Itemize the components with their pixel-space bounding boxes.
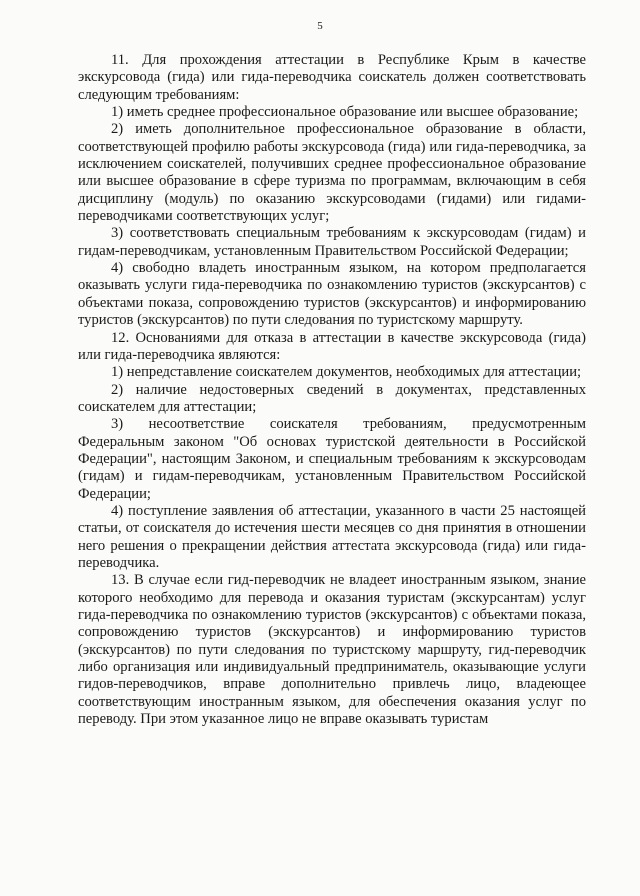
paragraph-11: 11. Для прохождения аттестации в Республике Крым в качестве экскурсовода (гида) или гида-переводчика соискатель должен соответствовать следующим требованиям:: [78, 52, 586, 103]
paragraph-11-item-3: 3) соответствовать специальным требованиям к экскурсоводам (гидам) и гидам-переводчикам, установленным Правительством Российской Федерации;: [78, 225, 586, 259]
paragraph-13: 13. В случае если гид-переводчик не владеет иностранным языком, знание которого необходимо для перевода и оказания туристам (экскурсантам) услуг гида-переводчика по ознакомлению туристов (экскурсантов) с объектами показа, сопровождению туристов (экскурсантов) и информированию туристов (экскурсантов) по пути следования по туристскому маршруту, гид-переводчик либо организация или индивидуальный предприниматель, оказывающие услуги гидов-переводчиков, вправе дополнительно привлечь лицо, владеющее соответствующим иностранным языком, для обеспечения оказания услуг по переводу. При этом указанное лицо не вправе оказывать туристам: [78, 572, 586, 728]
paragraph-12-item-1: 1) непредставление соискателем документов, необходимых для аттестации;: [111, 364, 582, 381]
document-body: [78, 52, 586, 728]
page-number: 5: [317, 20, 323, 32]
paragraph-12-item-2: 2) наличие недостоверных сведений в документах, представленных соискателем для аттестации;: [78, 381, 586, 415]
paragraph-12-item-4: 4) поступление заявления об аттестации, указанного в части 25 настоящей статьи, от соискателя до истечения шести месяцев со дня принятия в отношении него решения о прекращении действия аттестата экскурсовода (гида) или гида-переводчика.: [78, 502, 586, 571]
paragraph-11-item-1: 1) иметь среднее профессиональное образование или высшее образование;: [111, 104, 579, 121]
paragraph-11-item-2: 2) иметь дополнительное профессиональное образование в области, соответствующей профилю работы экскурсовода (гида) или гида-переводчика, за исключением соискателей, получивших среднее профессиональное образование или высшее образование в сфере туризма по программам, включающим в себя дисциплину (модуль) по оказанию экскурсоводами (гидами) или гидами-переводчиками соответствующих услуг;: [78, 121, 586, 225]
paragraph-12: 12. Основаниями для отказа в аттестации в качестве экскурсовода (гида) или гида-переводчика являются:: [78, 329, 586, 363]
paragraph-11-item-4: 4) свободно владеть иностранным языком, на котором предполагается оказывать услуги гида-переводчика по ознакомлению туристов (экскурсантов) с объектами показа, сопровождению туристов (экскурсантов) и информированию туристов (экскурсантов) по пути следования по туристскому маршруту.: [78, 260, 586, 329]
paragraph-12-item-3: 3) несоответствие соискателя требованиям, предусмотренным Федеральным законом "Об основах туристской деятельности в Российской Федерации", настоящим Законом, и специальным требованиям к экскурсоводам (гидам) и гидам-переводчикам, установленным Правительством Российской Федерации;: [78, 416, 586, 502]
